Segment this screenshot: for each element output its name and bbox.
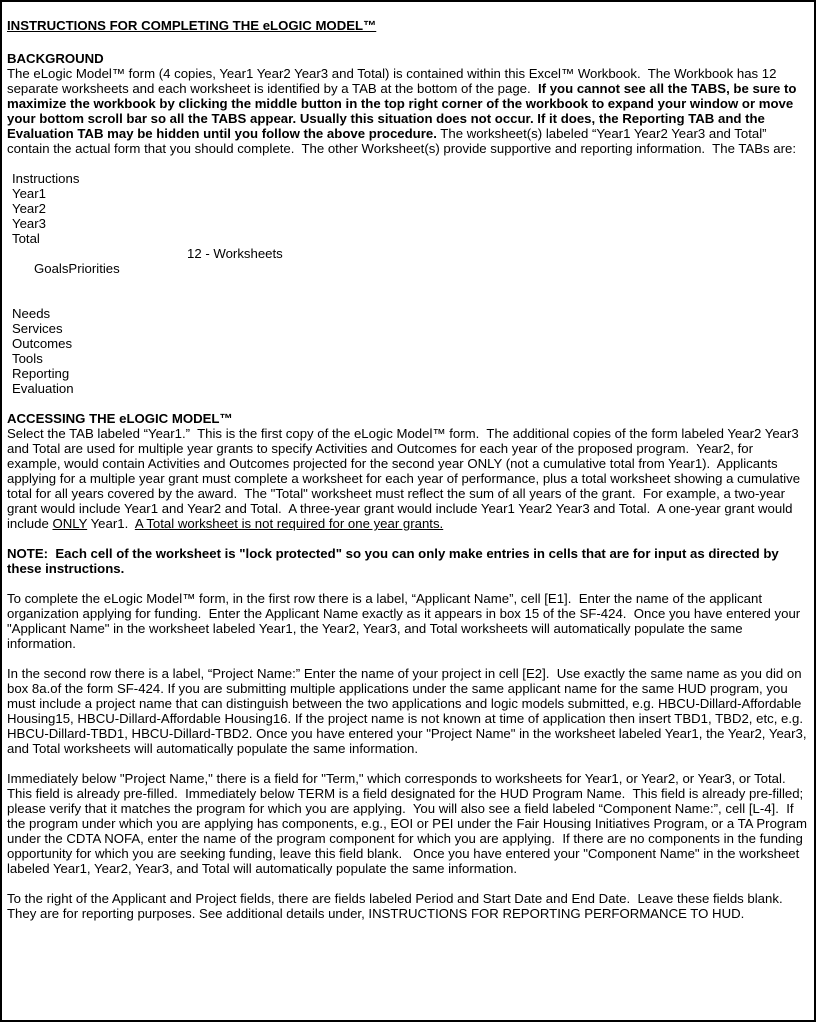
tab-item-goalspriorities-label: GoalsPriorities <box>33 261 120 276</box>
project-name-paragraph: In the second row there is a label, “Project Name:” Enter the name of your project in cell [E2]. Use exactly the same name as you did on box 8a.of the form SF-424. If you are submitting multiple applications under the same applicant name for the same HUD program, you must include a project name that can distinguish between the two applications and logic models submitted, e.g. HBCU-Dillard-Affordable Housing15, HBCU-Dillard-Affordable Housing16. If the project name is not known at time of application then insert TBD1, TBD2, etc, e.g. HBCU-Dillard-TBD1, HBCU-Dillard-TBD2. Once you have entered your "Project Name" in the worksheet labeled Year1, the Year2, Year3, and Total worksheets will automatically populate the same information. <box>7 666 811 756</box>
note-paragraph: NOTE: Each cell of the worksheet is "lock protected" so you can only make entries in cells that are for input as directed by these instructions. <box>7 546 783 576</box>
worksheet-count-note: 12 - Worksheets <box>187 246 283 261</box>
period-dates-paragraph: To the right of the Applicant and Project fields, there are fields labeled Period and Start Date and End Date. Leave these fields blank. They are for reporting purposes. See additional details under, INSTRUCTIONS FOR REPORTING PERFORMANCE TO HUD. <box>7 891 787 921</box>
term-component-paragraph: Immediately below "Project Name," there is a field for "Term," which corresponds to worksheets for Year1, or Year2, or Year3, or Total. This field is already pre-filled. Immediately below TERM is a field designated for the HUD Program Name. This field is already pre-filled; please verify that it matches the program for which you are applying. You will also see a field labeled “Component Name:”, cell [L-4]. If the program under which you are applying has components, e.g., EOI or PEI under the Fair Housing Initiatives Program, or a TA Program under the CDTA NOFA, enter the name of the program component for which you are applying. If there are no components in the funding opportunity for which you are seeking funding, leave this field blank. Once you have entered your "Component Name" in the worksheet labeled Year1, Year2, Year3, and Total will automatically populate the same information. <box>7 771 811 876</box>
page-title: INSTRUCTIONS FOR COMPLETING THE eLOGIC MODEL™ <box>7 18 377 33</box>
tab-item-tools: Tools <box>12 351 43 366</box>
tab-item-year2: Year2 <box>12 201 46 216</box>
tab-item-outcomes: Outcomes <box>12 336 73 351</box>
tab-item-evaluation: Evaluation <box>12 381 74 396</box>
tab-item-goalspriorities <box>7 246 810 306</box>
tab-item-services: Services <box>12 321 63 336</box>
tab-item-year3: Year3 <box>12 216 46 231</box>
tab-item-year1: Year1 <box>12 186 46 201</box>
tabs-list <box>7 171 810 396</box>
tab-item-instructions: Instructions <box>12 171 80 186</box>
background-heading: BACKGROUND <box>7 51 104 66</box>
accessing-heading: ACCESSING THE eLOGIC MODEL™ <box>7 411 233 426</box>
accessing-paragraph: Select the TAB labeled “Year1.” This is the first copy of the eLogic Model™ form. The additional copies of the form labeled Year2 Year3 and Total are used for multiple year grants to specify Activities and Outcomes for each year of the proposed program. Year2, for example, would contain Activities and Outcomes projected for the second year ONLY (not a cumulative total from Year1). Applicants applying for a multiple year grant must complete a worksheet for each year of performance, plus a total worksheet showing a cumulative total for all years covered by the award. The "Total" worksheet must reflect the sum of all years of the grant. For example, a two-year grant would include Year1 and Year2 and Total. A three-year grant would include Year1 Year2 Year3 and Total. A one-year grant would include ONLY Year1. A Total worksheet is not required for one year grants. <box>7 426 804 531</box>
background-paragraph: The eLogic Model™ form (4 copies, Year1 Year2 Year3 and Total) is contained within this Excel™ Workbook. The Workbook has 12 separate worksheets and each worksheet is identified by a TAB at the bottom of the page. If you cannot see all the TABS, be sure to maximize the workbook by clicking the middle button in the top right corner of the workbook to expand your window or move your bottom scroll bar so all the TABS appear. Usually this situation does not occur. If it does, the Reporting TAB and the Evaluation TAB may be hidden until you follow the above procedure. The worksheet(s) labeled “Year1 Year2 Year3 and Total” contain the actual form that you should complete. The other Worksheet(s) provide supportive and reporting information. The TABs are: <box>7 66 801 156</box>
applicant-name-paragraph: To complete the eLogic Model™ form, in the first row there is a label, “Applicant Name”, cell [E1]. Enter the name of the applicant organization applying for funding. Enter the Applicant Name exactly as it appears in box 15 of the SF-424. Once you have entered your "Applicant Name" in the worksheet labeled Year1, the Year2, Year3, and Total worksheets will automatically populate the same information. <box>7 591 804 651</box>
tab-item-reporting: Reporting <box>12 366 70 381</box>
tab-item-needs: Needs <box>12 306 51 321</box>
tab-item-total: Total <box>12 231 40 246</box>
